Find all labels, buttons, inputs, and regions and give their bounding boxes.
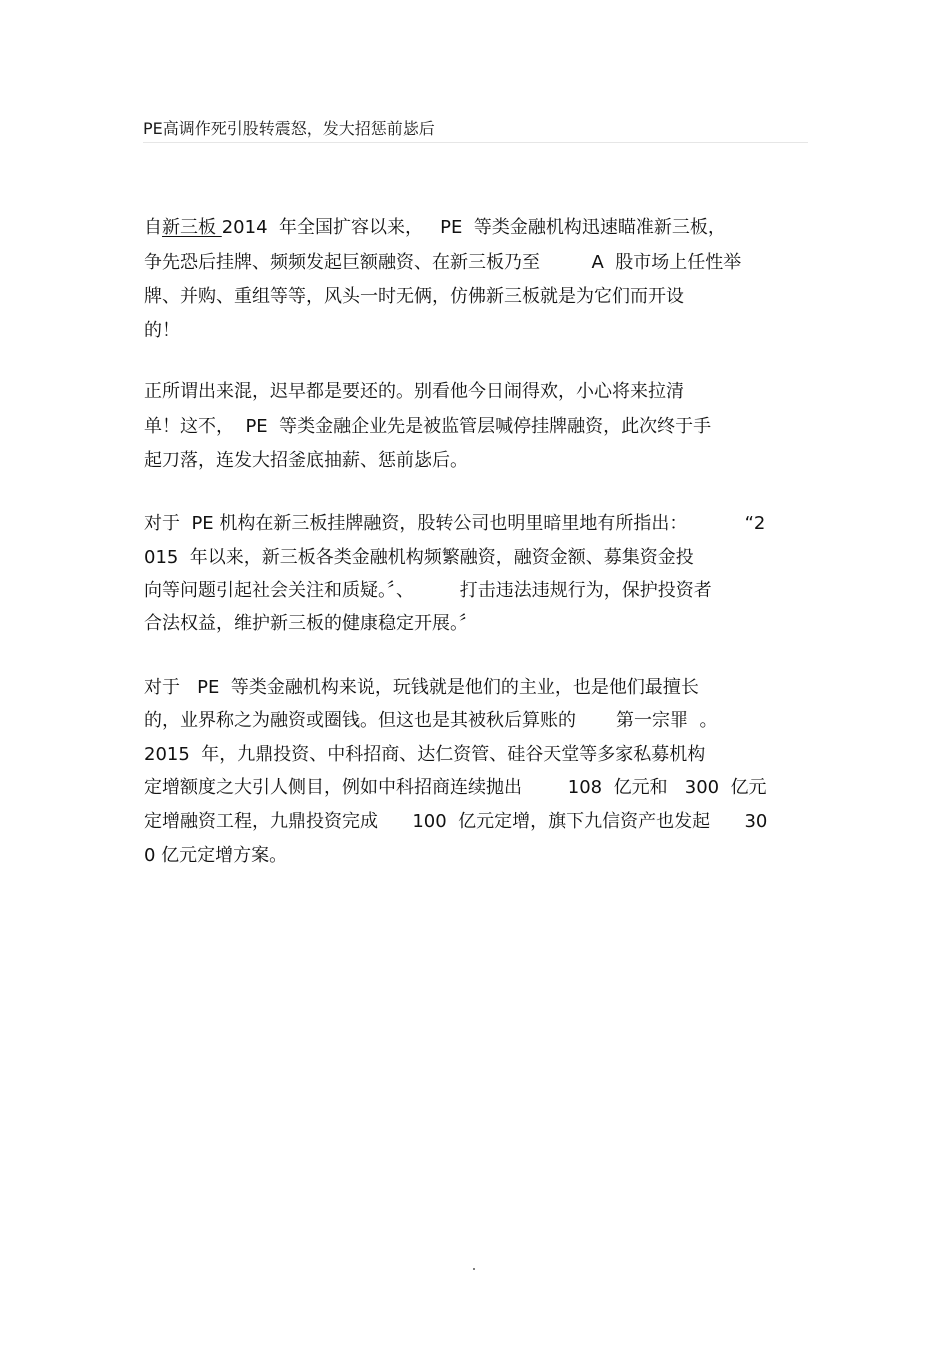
- paragraph-4-line-3: 2015 年，九鼎投资、中科招商、达仁资管、硅谷天堂等多家私募机构: [144, 744, 706, 765]
- document-title: PE高调作死引股转震怒，发大招惩前毖后: [143, 119, 435, 138]
- underlined-term: 新三板: [162, 217, 222, 238]
- paragraph-4-line-2: 的，业界称之为融资或圈钱。但这也是其被秋后算账的 第一宗罪 。: [144, 710, 718, 731]
- paragraph-2-line-3: 起刀落，连发大招釜底抽薪、惩前毖后。: [144, 450, 468, 471]
- paragraph-3-line-3: 向等问题引起社会关注和质疑。〞、 打击违法违规行为，保护投资者: [144, 580, 712, 601]
- paragraph-2-line-1: 正所谓出来混，迟早都是要还的。别看他今日闹得欢，小心将来拉清: [144, 381, 684, 402]
- paragraph-1-line-3: 牌、并购、重组等等，风头一时无俩，仿佛新三板就是为它们而开设: [144, 286, 684, 307]
- paragraph-1-line-2: 争先恐后挂牌、频频发起巨额融资、在新三板乃至 A 股市场上任性举: [144, 252, 742, 273]
- paragraph-2-line-2: 单！这不， PE 等类金融企业先是被监管层喊停挂牌融资，此次终于手: [144, 416, 712, 437]
- paragraph-3-line-2: 015 年以来，新三板各类金融机构频繁融资，融资金额、募集资金投: [144, 547, 694, 568]
- text-fragment: 自: [144, 217, 162, 238]
- paragraph-4-line-1: 对于 PE 等类金融机构来说，玩钱就是他们的主业，也是他们最擅长: [144, 677, 699, 698]
- paragraph-1-line-4: 的！: [144, 320, 180, 341]
- paragraph-4-line-5: 定增融资工程，九鼎投资完成 100 亿元定增，旗下九信资产也发起 30: [144, 811, 768, 832]
- page-footer-mark: [473, 1268, 475, 1270]
- paragraph-3-line-1: 对于 PE 机构在新三板挂牌融资，股转公司也明里暗里地有所指出： “2: [144, 513, 766, 534]
- paragraph-4-line-6: 0 亿元定增方案。: [144, 845, 288, 866]
- paragraph-1-line-1: [144, 216, 726, 240]
- paragraph-4-line-4: 定增额度之大引人侧目，例如中科招商连续抛出 108 亿元和 300 亿元: [144, 777, 767, 798]
- title-divider: [143, 142, 808, 143]
- paragraph-3-line-4: 合法权益，维护新三板的健康稳定开展。〞: [144, 613, 477, 634]
- text-fragment: 2014 年全国扩容以来， PE 等类金融机构迅速瞄准新三板，: [221, 217, 726, 238]
